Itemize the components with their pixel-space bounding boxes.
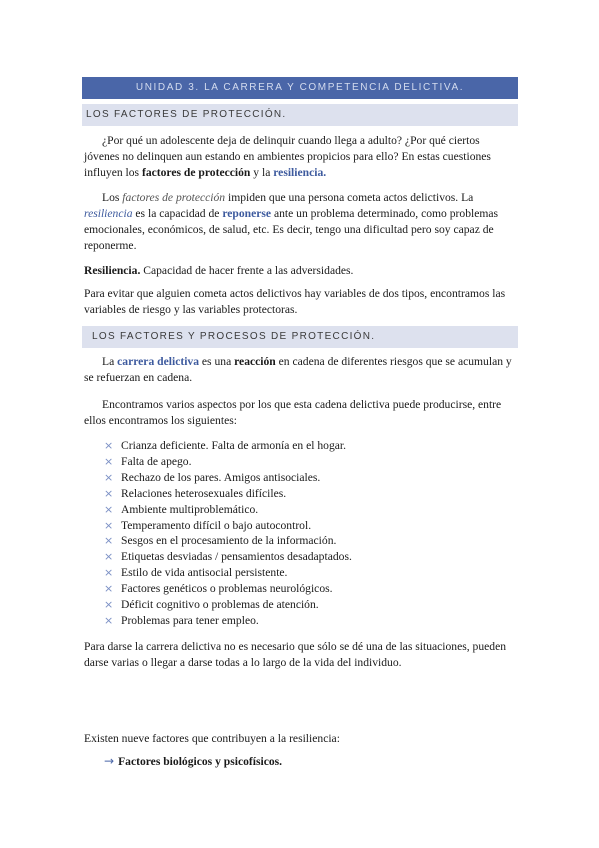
text-run: Capacidad de hacer frente a las adversidades. xyxy=(140,264,354,277)
bold-term: Resiliencia. xyxy=(84,264,141,277)
risk-list-item xyxy=(104,613,514,629)
paragraph-variables: Para evitar que alguien cometa actos delictivos hay variables de dos tipos, encontramos las variables de riesgo y las variables protectoras. xyxy=(84,287,506,316)
factor-label: Factores biológicos y psicofísicos. xyxy=(118,755,283,768)
risk-label: Estilo de vida antisocial persistente. xyxy=(121,566,288,580)
text-run: es una xyxy=(199,355,235,368)
risk-list-item xyxy=(104,518,514,534)
italic-term: factores de protección xyxy=(122,191,226,204)
arrow-right-icon: → xyxy=(104,754,115,768)
text-run: ¿Por qué un adolescente deja de delinquir cuando llega a adulto? ¿Por qué ciertos jóvenes no delinquen aun estando en ambientes propicios para ello? En estas cuestiones influyen los xyxy=(84,134,491,179)
text-run: es la capacidad de xyxy=(132,207,223,220)
risk-factor-list xyxy=(104,438,514,629)
risk-list-item xyxy=(104,438,514,454)
paragraph-nueve-factores: Existen nueve factores que contribuyen a la resiliencia: xyxy=(84,732,340,745)
risk-label: Crianza deficiente. Falta de armonía en el hogar. xyxy=(121,439,347,452)
cross-bullet-icon: × xyxy=(104,518,114,532)
risk-label: Problemas para tener empleo. xyxy=(121,613,259,627)
risk-label: Factores genéticos o problemas neurológicos. xyxy=(121,582,333,596)
cross-bullet-icon: × xyxy=(104,454,114,468)
risk-label: Ambiente multiproblemático. xyxy=(121,502,259,516)
text-run: en cadena de diferentes riesgos que se acumulan y se refuerzan en cadena. xyxy=(84,355,512,384)
risk-label: Temperamento difícil o bajo autocontrol. xyxy=(121,518,312,532)
text-run: y la xyxy=(250,166,274,179)
paragraph-definition xyxy=(84,190,516,254)
highlight-term: resiliencia. xyxy=(273,166,327,179)
factor-item xyxy=(104,753,282,770)
cross-bullet-icon: × xyxy=(104,439,114,452)
risk-list-item xyxy=(104,549,514,565)
risk-label: Relaciones heterosexuales difíciles. xyxy=(121,486,287,500)
cross-bullet-icon: × xyxy=(104,470,114,484)
italic-highlight-term: resiliencia xyxy=(84,207,133,220)
section-heading-factores: LOS FACTORES DE PROTECCIÓN. xyxy=(82,104,518,126)
cross-bullet-icon: × xyxy=(104,486,114,500)
risk-list-item xyxy=(104,533,514,549)
unit-title-banner: UNIDAD 3. LA CARRERA Y COMPETENCIA DELICTIVA. xyxy=(82,77,518,99)
risk-list-item xyxy=(104,581,514,597)
bold-term: factores de protección xyxy=(141,166,251,179)
cross-bullet-icon: × xyxy=(104,550,114,564)
risk-label: Rechazo de los pares. Amigos antisociales. xyxy=(121,470,321,484)
text-run: Los xyxy=(102,191,123,204)
risk-list-item xyxy=(104,470,514,486)
risk-label: Falta de apego. xyxy=(121,454,192,468)
risk-label: Sesgos en el procesamiento de la información. xyxy=(121,534,337,548)
paragraph-carrera xyxy=(84,354,516,386)
risk-list-item xyxy=(104,454,514,470)
cross-bullet-icon: × xyxy=(104,502,114,516)
cross-bullet-icon: × xyxy=(104,598,114,612)
risk-label: Etiquetas desviadas / pensamientos desadaptados. xyxy=(121,550,352,564)
paragraph-aspectos: Encontramos varios aspectos por los que esta cadena delictiva puede producirse, entre ellos encontramos los siguientes: xyxy=(84,398,502,427)
section-heading-procesos: LOS FACTORES Y PROCESOS DE PROTECCIÓN. xyxy=(82,326,518,348)
risk-list-item xyxy=(104,565,514,581)
risk-list-item xyxy=(104,597,514,613)
risk-label: Déficit cognitivo o problemas de atención. xyxy=(121,598,319,612)
text-run: ante un problema determinado, como problemas emocionales, económicos, de salud, etc. Es decir, tengo una dificultad pero soy capaz de reponerme. xyxy=(84,207,499,252)
risk-list-item xyxy=(104,502,514,518)
highlight-term: carrera delictiva xyxy=(117,355,200,368)
risk-list-item xyxy=(104,486,514,502)
bold-term: reacción xyxy=(234,355,276,368)
text-run: La xyxy=(102,355,118,368)
text-run: impiden que una persona cometa actos delictivos. La xyxy=(225,191,474,204)
paragraph-intro xyxy=(84,133,516,181)
paragraph-conclusion: Para darse la carrera delictiva no es necesario que sólo se dé una de las situaciones, pueden darse varias o llegar a darse todas a lo largo de la vida del individuo. xyxy=(84,640,507,669)
paragraph-resiliencia xyxy=(84,263,516,279)
cross-bullet-icon: × xyxy=(104,613,114,627)
cross-bullet-icon: × xyxy=(104,566,114,580)
highlight-term: reponerse xyxy=(222,207,272,220)
cross-bullet-icon: × xyxy=(104,582,114,596)
cross-bullet-icon: × xyxy=(104,534,114,548)
